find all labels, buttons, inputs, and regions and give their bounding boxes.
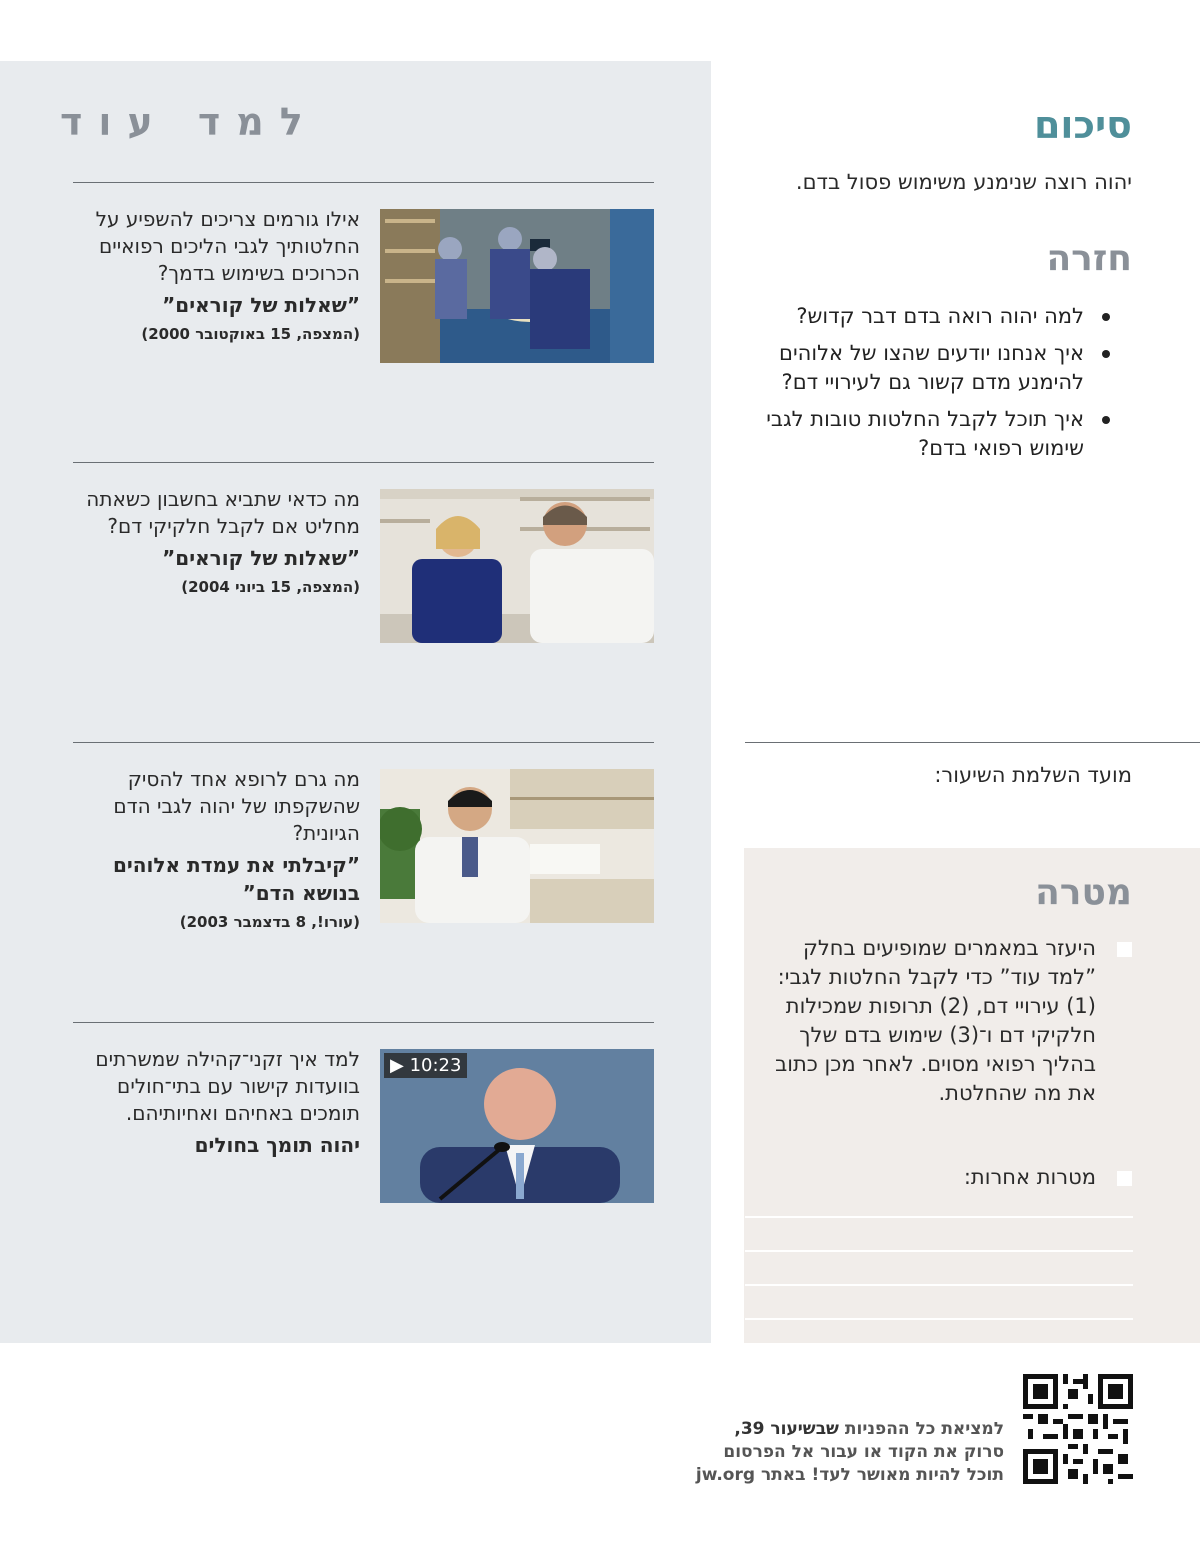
- summary-heading: סיכום: [1033, 103, 1132, 147]
- item-question: אילו גורמים צריכים להשפיע על החלטותיך לגבי הליכים רפואיים הכרוכים בשימוש בדמך?: [95, 207, 360, 285]
- footer-note: למציאת כל ההפניות שבשיעור 39, סרוק את הקוד או עבור אל הפרסום תוכל להיות מאושר לעד! באתר jw.org: [695, 1419, 1004, 1485]
- article-title-link[interactable]: ”שאלות של קוראים”: [162, 293, 360, 317]
- item-question: למד איך זקני־קהילה שמשרתים בוועדות קישור עם בתי־חולים תומכים באחיהם ואחיותיהם.: [95, 1047, 360, 1125]
- woman-talking-with-doctor-photo[interactable]: [380, 489, 654, 643]
- video-title-link[interactable]: יהוה תומך בחולים: [194, 1133, 360, 1157]
- goal-heading: מטרה: [1035, 872, 1132, 913]
- learn-more-title: למד עוד: [60, 100, 319, 144]
- list-item: איך תוכל לקבל החלטות טובות לגבי שימוש רפואי בדם?: [750, 405, 1110, 463]
- article-title-link[interactable]: ”שאלות של קוראים”: [162, 546, 360, 570]
- surgeons-operating-room-photo[interactable]: [380, 209, 654, 363]
- learn-more-item-4[interactable]: [70, 1046, 360, 1159]
- completion-date-label: מועד השלמת השיעור:: [934, 763, 1132, 787]
- item-question: מה כדאי שתביא בחשבון כשאתה מחליט אם לקבל חלקיקי דם?: [86, 487, 360, 538]
- write-line[interactable]: [745, 1216, 1133, 1218]
- goal-other-label: מטרות אחרות:: [963, 1165, 1096, 1189]
- summary-text: יהוה רוצה שנימנע משימוש פסול בדם.: [795, 170, 1132, 194]
- divider: [73, 182, 654, 183]
- qr-code-icon[interactable]: [1023, 1374, 1133, 1484]
- checkbox-icon[interactable]: [1117, 1171, 1132, 1186]
- item-question: מה גרם לרופא אחד להסיק שהשקפתו של יהוה לגבי הדם הגיונית?: [113, 767, 360, 845]
- article-source: (עורו!, 8 בדצמבר 2003): [179, 913, 360, 931]
- write-line[interactable]: [745, 1284, 1133, 1286]
- article-title-link[interactable]: ”קיבלתי את עמדת אלוהים בנושא הדם”: [112, 853, 360, 905]
- learn-more-item-1[interactable]: [70, 206, 360, 345]
- learn-more-item-3[interactable]: [70, 766, 360, 933]
- divider: [745, 742, 1200, 743]
- divider: [73, 742, 654, 743]
- review-list: [750, 302, 1110, 471]
- video-duration: ▶ 10:23: [384, 1053, 467, 1078]
- checkbox-icon[interactable]: [1117, 942, 1132, 957]
- divider: [73, 462, 654, 463]
- write-line[interactable]: [745, 1250, 1133, 1252]
- review-heading: חזרה: [1046, 238, 1132, 279]
- write-line[interactable]: [745, 1318, 1133, 1320]
- list-item: איך אנחנו יודעים שהצו של אלוהים להימנע מדם קשור גם לעירויי דם?: [750, 339, 1110, 397]
- bullet-icon: [1102, 350, 1110, 358]
- article-source: (המצפה, 15 ביוני 2004): [181, 578, 360, 596]
- divider: [73, 1022, 654, 1023]
- list-item: למה יהוה רואה בדם דבר קדוש?: [750, 302, 1110, 331]
- article-source: (המצפה, 15 באוקטובר 2000): [141, 325, 360, 343]
- bullet-icon: [1102, 416, 1110, 424]
- bullet-icon: [1102, 313, 1110, 321]
- smiling-doctor-at-desk-photo[interactable]: [380, 769, 654, 923]
- goal-main-text: היעזר במאמרים שמופיעים בחלק ”למד עוד” כדי לקבל החלטות לגבי: (1) עירויי דם, (2) תרופות שמכילות חלקיקי דם ו־(3) שימוש בדם שלך בהליך רפואי מסוים. לאחר מכן כתוב את מה שהחלטת.: [775, 936, 1096, 1105]
- play-icon: ▶: [390, 1055, 404, 1076]
- learn-more-item-2[interactable]: [70, 486, 360, 598]
- speaker-at-microphone-video[interactable]: [380, 1049, 654, 1203]
